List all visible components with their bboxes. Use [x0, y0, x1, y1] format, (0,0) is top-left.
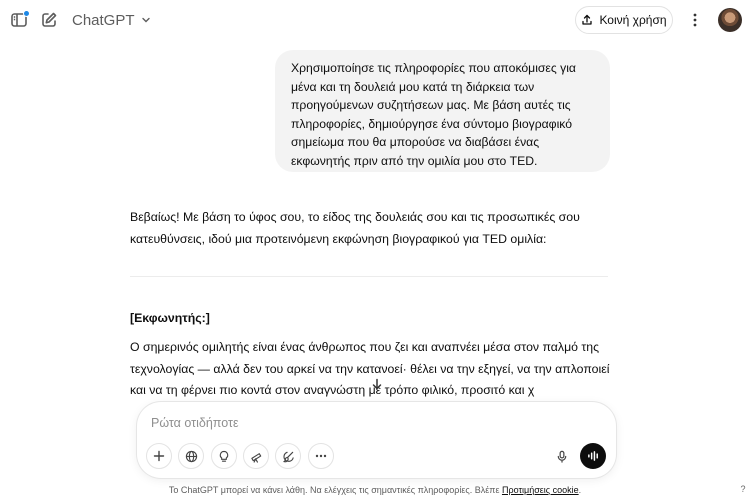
disclaimer-end: .: [578, 485, 582, 495]
chevron-down-icon: [141, 15, 151, 25]
attach-button[interactable]: [146, 443, 172, 469]
create-image-button[interactable]: [275, 443, 301, 469]
more-horizontal-icon: [315, 454, 327, 458]
image-brush-icon: [282, 450, 295, 463]
reason-button[interactable]: [211, 443, 237, 469]
voice-mode-icon: [587, 450, 600, 462]
assistant-intro: Βεβαίως! Με βάση το ύφος σου, το είδος της δουλειάς σου και τις προσωπικές σου κατευθύνσεις, ιδού μια προτεινόμενη εκφώνηση βιογραφικού για TED ομιλία:: [130, 210, 580, 246]
share-label: Κοινή χρήση: [599, 13, 667, 27]
top-bar: [0, 0, 750, 42]
help-button[interactable]: ?: [740, 484, 746, 494]
footer-disclaimer: [0, 485, 750, 495]
voice-mode-button[interactable]: [580, 443, 606, 469]
avatar[interactable]: [718, 8, 742, 32]
user-message: Χρησιμοποίησε τις πληροφορίες που αποκόμισες για μένα και τη δουλειά μου κατά τη διάρκεια των προηγούμενων συζητήσεων μας. Με βάση αυτές τις πληροφορίες, δημιούργησε ένα σύντομο βιογραφικό σημείωμα που θα μπορούσε να διαβάσει ένας εκφωνητής πριν από την ομιλία μου στο TED.: [275, 50, 610, 172]
more-vertical-icon: [693, 13, 697, 27]
model-name: ChatGPT: [72, 11, 135, 29]
dictate-button[interactable]: [549, 443, 575, 469]
notification-dot: [23, 10, 30, 17]
cookie-preferences-link[interactable]: Προτιμήσεις cookie: [501, 485, 579, 495]
more-options-button[interactable]: [685, 10, 705, 30]
prompt-input[interactable]: [151, 413, 591, 433]
assistant-body: Ο σημερινός ομιλητής είναι ένας άνθρωπος που ζει και αναπνέει μέσα στον παλμό της τεχνολογίας — αλλά δεν του αρκεί να την κατανοεί· θέλει να την εξηγεί, να την απλοποιεί και να τη φέρνει πιο κοντά στον αναγνώστη με τρόπο φιλικό, προσιτό και χ: [130, 340, 610, 397]
globe-icon: [185, 450, 198, 463]
arrow-down-icon: [371, 378, 383, 390]
composer: [137, 402, 616, 478]
divider: [130, 276, 608, 277]
speaker-label: [Εκφωνητής:]: [130, 311, 210, 325]
sidebar-toggle-button[interactable]: [8, 9, 30, 31]
new-chat-button[interactable]: [38, 9, 60, 31]
model-selector[interactable]: [72, 9, 151, 31]
mic-icon: [556, 450, 568, 463]
plus-icon: [153, 450, 165, 462]
share-icon: [581, 14, 593, 26]
edit-icon: [40, 11, 58, 29]
disclaimer-text: Το ChatGPT μπορεί να κάνει λάθη. Να ελέγχεις τις σημαντικές πληροφορίες. Βλέπε: [168, 485, 502, 495]
telescope-icon: [250, 450, 263, 463]
web-search-button[interactable]: [178, 443, 204, 469]
deep-research-button[interactable]: [243, 443, 269, 469]
more-tools-button[interactable]: [308, 443, 334, 469]
share-button[interactable]: [575, 6, 673, 34]
lightbulb-icon: [218, 450, 230, 463]
scroll-to-bottom-button[interactable]: [368, 375, 386, 393]
